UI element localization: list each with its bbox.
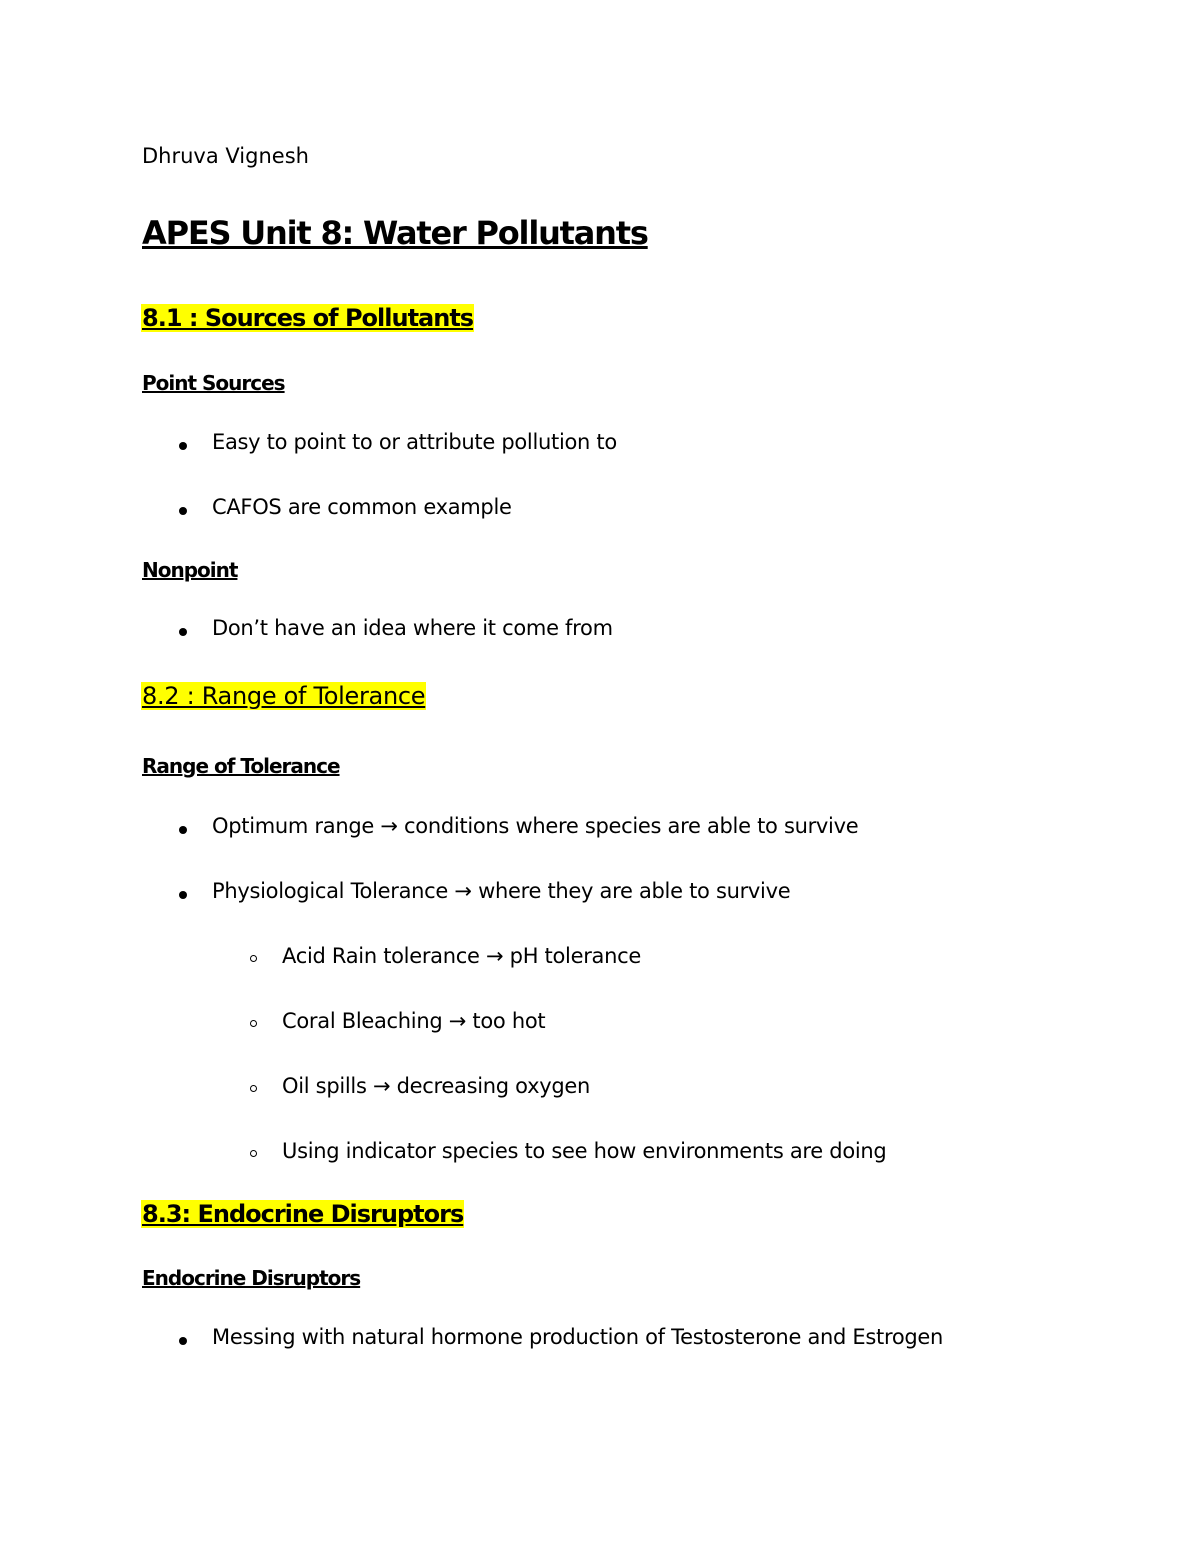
sub-list-item: Using indicator species to see how environments are doing	[282, 1139, 887, 1163]
sub-list-item: Oil spills → decreasing oxygen	[282, 1074, 590, 1098]
sub-bullet-icon	[250, 955, 257, 962]
list-item: Optimum range → conditions where species are able to survive	[212, 814, 859, 838]
sub-bullet-icon	[250, 1020, 257, 1027]
sub-list-item: Coral Bleaching → too hot	[282, 1009, 546, 1033]
list-item: Messing with natural hormone production of Testosterone and Estrogen	[212, 1325, 944, 1349]
section-heading-8-1: 8.1 : Sources of Pollutants	[142, 304, 474, 332]
subheading-endocrine-disruptors: Endocrine Disruptors	[142, 1266, 361, 1290]
subheading-point-sources: Point Sources	[142, 371, 285, 395]
bullet-icon	[179, 507, 187, 515]
list-item: Don’t have an idea where it come from	[212, 616, 613, 640]
bullet-icon	[179, 1337, 187, 1345]
section-heading-8-2: 8.2 : Range of Tolerance	[142, 682, 426, 710]
document-title: APES Unit 8: Water Pollutants	[142, 214, 648, 252]
bullet-icon	[179, 442, 187, 450]
bullet-icon	[179, 826, 187, 834]
sub-bullet-icon	[250, 1085, 257, 1092]
sub-list-item: Acid Rain tolerance → pH tolerance	[282, 944, 641, 968]
section-heading-8-3: 8.3: Endocrine Disruptors	[142, 1200, 464, 1228]
bullet-icon	[179, 628, 187, 636]
subheading-nonpoint: Nonpoint	[142, 558, 238, 582]
subheading-range-of-tolerance: Range of Tolerance	[142, 754, 340, 778]
bullet-icon	[179, 891, 187, 899]
list-item: CAFOS are common example	[212, 495, 512, 519]
author-name: Dhruva Vignesh	[142, 144, 309, 168]
list-item: Physiological Tolerance → where they are able to survive	[212, 879, 791, 903]
list-item: Easy to point to or attribute pollution to	[212, 430, 617, 454]
sub-bullet-icon	[250, 1150, 257, 1157]
